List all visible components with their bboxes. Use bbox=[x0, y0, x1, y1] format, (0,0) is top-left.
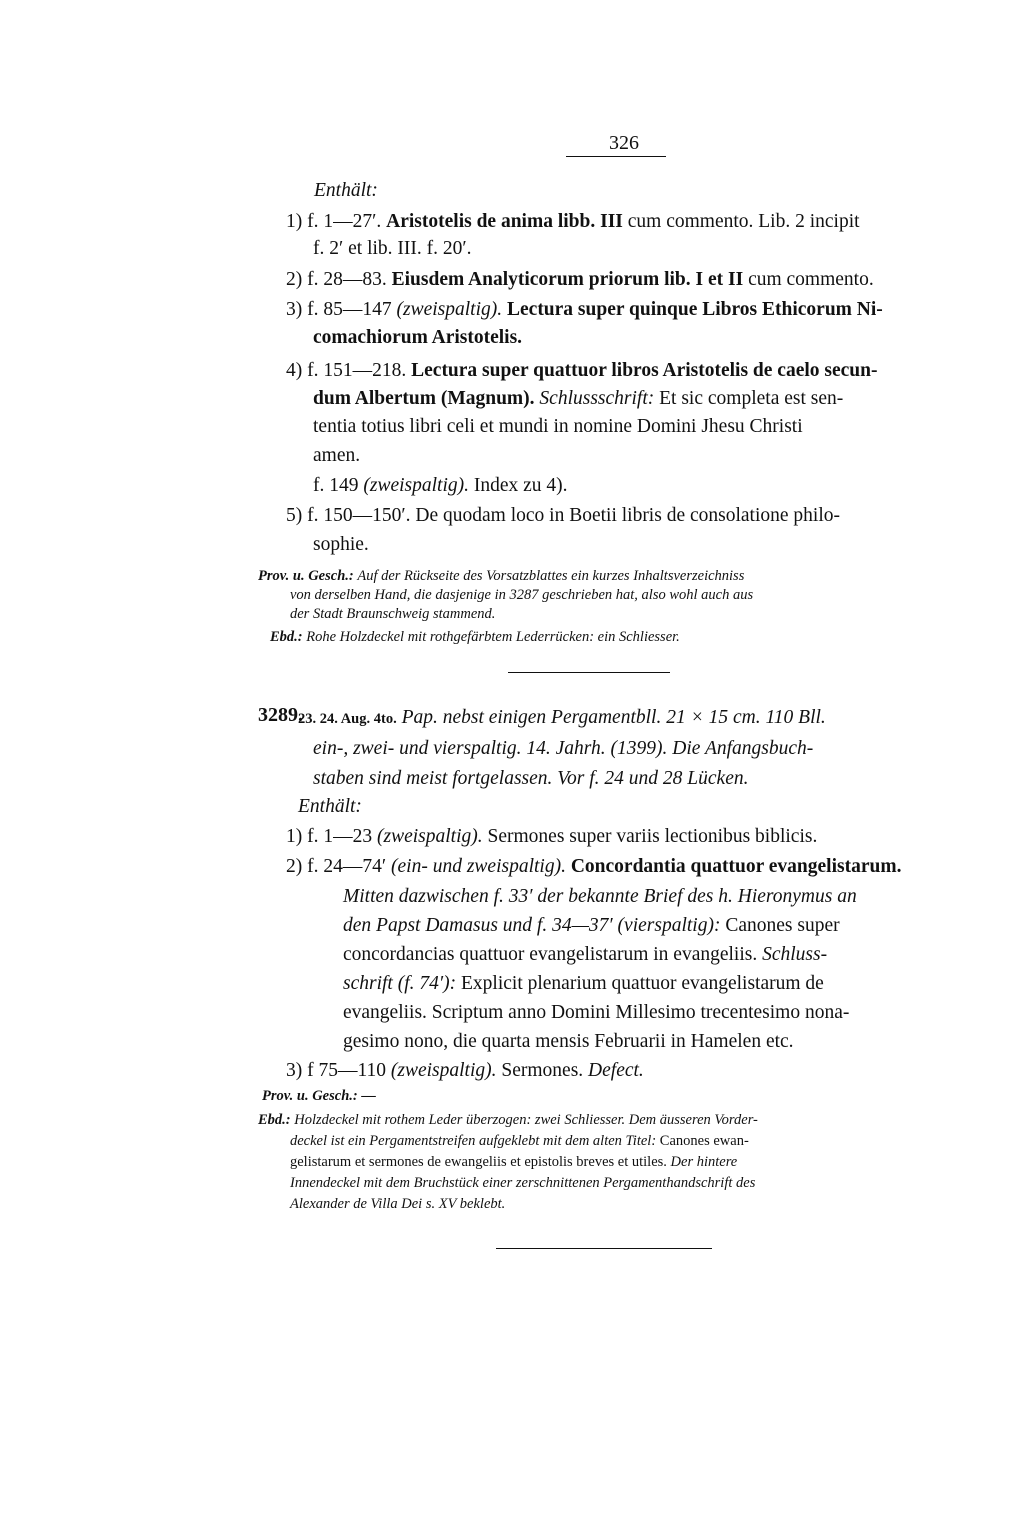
binding-2-l5: Alexander de Villa Dei s. XV beklebt. bbox=[290, 1196, 506, 1212]
item-1-cont: f. 2′ et lib. III. f. 20′. bbox=[313, 238, 472, 259]
item-3-cont: comachiorum Aristotelis. bbox=[313, 327, 523, 348]
binding-1: Ebd.: Rohe Holzdeckel mit rothgefärbtem Lederrücken: ein Schliesser. bbox=[270, 629, 680, 645]
binding-2: Ebd.: Holzdeckel mit rothem Leder überzogen: zwei Schliesser. Dem äusseren Vorder- bbox=[258, 1112, 758, 1128]
provenance-1: Prov. u. Gesch.: Auf der Rückseite des Vorsatzblattes ein kurzes Inhaltsverzeichniss bbox=[258, 568, 745, 584]
item-1: 1) f. 1—27′. Aristotelis de anima libb. III cum commento. Lib. 2 incipit bbox=[286, 211, 860, 232]
e2-item-2-l7: gesimo nono, die quarta mensis Februarii in Hamelen etc. bbox=[343, 1031, 794, 1052]
entry-header: 23. 24. Aug. 4to. Pap. nebst einigen Pergamentbll. 21 × 15 cm. 110 Bll. bbox=[298, 707, 826, 728]
item-index: f. 149 (zweispaltig). Index zu 4). bbox=[313, 475, 568, 496]
e2-item-2-l2: Mitten dazwischen f. 33′ der bekannte Brief des h. Hieronymus an bbox=[343, 886, 857, 907]
e2-item-2-l5: schrift (f. 74′): Explicit plenarium quattuor evangelistarum de bbox=[343, 973, 824, 994]
page-number-rule bbox=[566, 156, 666, 157]
entry-header-l3: staben sind meist fortgelassen. Vor f. 24 und 28 Lücken. bbox=[313, 768, 749, 789]
provenance-1-l3: der Stadt Braunschweig stammend. bbox=[290, 606, 496, 622]
enthaelt-heading: Enthält: bbox=[314, 180, 378, 201]
e2-item-1: 1) f. 1—23 (zweispaltig). Sermones super variis lectionibus biblicis. bbox=[286, 826, 818, 847]
item-4-cont: dum Albertum (Magnum). Schlussschrift: Et sic completa est sen- bbox=[313, 388, 844, 409]
item-3: 3) f. 85—147 (zweispaltig). Lectura super quinque Libros Ethicorum Ni- bbox=[286, 299, 883, 320]
item-4: 4) f. 151—218. Lectura super quattuor libros Aristotelis de caelo secun- bbox=[286, 360, 878, 381]
item-4-cont2: tentia totius libri celi et mundi in nomine Domini Jhesu Christi bbox=[313, 416, 803, 437]
entry-header-l2: ein-, zwei- und vierspaltig. 14. Jahrh. (1399). Die Anfangsbuch- bbox=[313, 738, 814, 759]
entry-number: 3289. bbox=[258, 704, 303, 726]
binding-2-l3: gelistarum et sermones de ewangeliis et epistolis breves et utiles. Der hintere bbox=[290, 1154, 738, 1170]
item-5-cont: sophie. bbox=[313, 534, 369, 555]
provenance-1-l2: von derselben Hand, die dasjenige in 3287 geschrieben hat, also wohl auch aus bbox=[290, 587, 754, 603]
e2-item-2-l6: evangeliis. Scriptum anno Domini Millesimo trecentesimo nona- bbox=[343, 1002, 850, 1023]
e2-item-2: 2) f. 24—74′ (ein- und zweispaltig). Concordantia quattuor evangelistarum. bbox=[286, 856, 902, 877]
item-2: 2) f. 28—83. Eiusdem Analyticorum priorum lib. I et II cum commento. bbox=[286, 269, 874, 290]
item-4-cont3: amen. bbox=[313, 445, 361, 466]
page-number: 326 bbox=[609, 132, 639, 154]
separator-rule-1 bbox=[508, 672, 670, 673]
provenance-2: Prov. u. Gesch.: — bbox=[262, 1088, 376, 1104]
e2-item-2-l4: concordancias quattuor evangelistarum in evangeliis. Schluss- bbox=[343, 944, 828, 965]
enthaelt-heading-2: Enthält: bbox=[298, 796, 362, 817]
binding-2-l4: Innendeckel mit dem Bruchstück einer zerschnittenen Pergamenthandschrift des bbox=[290, 1175, 756, 1191]
e2-item-2-l3: den Papst Damasus und f. 34—37′ (vierspaltig): Canones super bbox=[343, 915, 840, 936]
e2-item-3: 3) f 75—110 (zweispaltig). Sermones. Defect. bbox=[286, 1060, 644, 1081]
separator-rule-2 bbox=[496, 1248, 712, 1249]
item-5: 5) f. 150—150′. De quodam loco in Boetii libris de consolatione philo- bbox=[286, 505, 840, 526]
binding-2-l2: deckel ist ein Pergamentstreifen aufgeklebt mit dem alten Titel: Canones ewan- bbox=[290, 1133, 749, 1149]
